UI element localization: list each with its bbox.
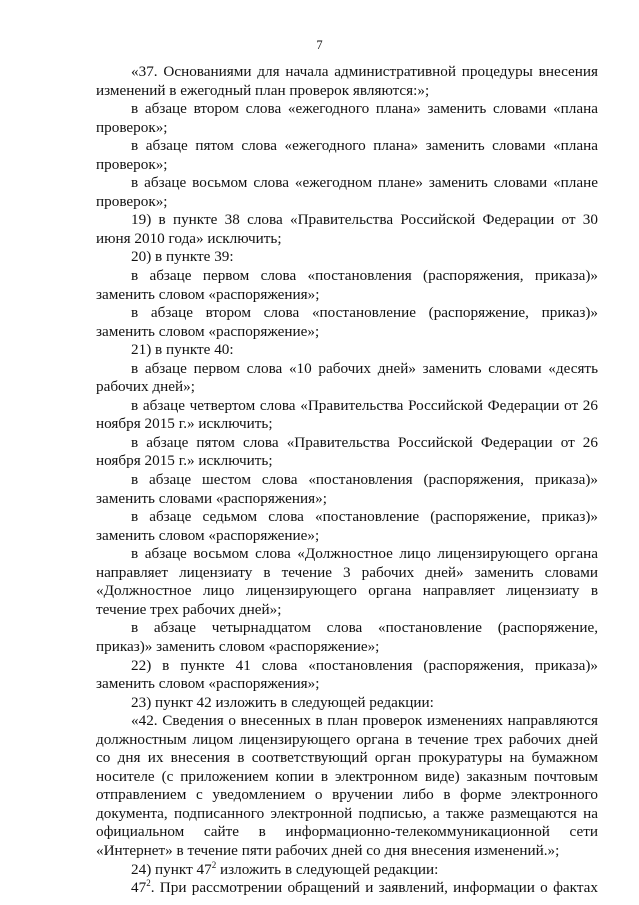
paragraph: 20) в пункте 39:	[131, 248, 234, 266]
paragraph-text: изложить в следующей редакции:	[216, 860, 439, 878]
paragraph: 23) пункт 42 изложить в следующей редакции:	[131, 693, 434, 711]
paragraph: в абзаце первом слова «10 рабочих дней» заменить словами «десять рабочих дней»;	[96, 359, 598, 396]
paragraph: в абзаце пятом слова «Правительства Российской Федерации от 26 ноября 2015 г.» исключить;	[96, 433, 598, 470]
paragraph: в абзаце пятом слова «ежегодного плана» заменить словами «плана проверок»;	[96, 137, 598, 173]
superscript: 2	[211, 859, 217, 870]
paragraph: в абзаце седьмом слова «постановление (распоряжение, приказ)» заменить словом «распоряжение»;	[96, 508, 598, 544]
paragraph	[96, 879, 598, 898]
paragraph: 22) в пункте 41 слова «постановления (распоряжения, приказа)» заменить словом «распоряжения»;	[96, 656, 598, 693]
paragraph: 19) в пункте 38 слова «Правительства Российской Федерации от 30 июня 2010 года» исключить;	[96, 211, 598, 247]
paragraph: в абзаце шестом слова «постановления (распоряжения, приказа)» заменить словами «распоряжения»;	[96, 471, 598, 507]
paragraph-text: 47	[131, 879, 147, 897]
paragraph: в абзаце втором слова «постановление (распоряжение, приказ)» заменить словом «распоряжение»;	[96, 304, 598, 340]
paragraph-text: . При рассмотрении обращений и заявлений, информации о фактах	[150, 879, 598, 897]
page-number: 7	[316, 38, 323, 52]
paragraph: в абзаце четырнадцатом слова «постановление (распоряжение, приказ)» заменить словом «распоряжение»;	[96, 619, 598, 655]
paragraph: «42. Сведения о внесенных в план проверок изменениях направляются должностным лицом лицензирующего органа в течение трех рабочих дней со дня их внесения в соответствующий орган прокуратуры на бумажном носителе (с приложением копии в электронном виде) заказным почтовым отправлением с уведомлением о вручении либо в форме электронного документа, подписанного электронной подписью, а также размещаются на официальном сайте в информационно-телекоммуникационной сети «Интернет» в течение пяти рабочих дней со дня внесения изменений.»;	[96, 712, 598, 859]
paragraph: в абзаце втором слова «ежегодного плана» заменить словами «плана проверок»;	[96, 100, 598, 136]
paragraph-text: 24) пункт 47	[131, 860, 212, 878]
paragraph: в абзаце первом слова «постановления (распоряжения, приказа)» заменить словом «распоряжения»;	[96, 267, 598, 303]
paragraph	[96, 861, 598, 880]
paragraph: в абзаце восьмом слова «Должностное лицо лицензирующего органа направляет лицензиату в течение 3 рабочих дней» заменить словами «Должностное лицо лицензирующего органа направляет лицензиату в течение трех рабочих дней»;	[96, 545, 598, 618]
superscript: 2	[146, 878, 151, 889]
paragraph: в абзаце восьмом слова «ежегодном плане» заменить словами «плане проверок»;	[96, 174, 598, 210]
document-body	[96, 63, 598, 898]
paragraph: в абзаце четвертом слова «Правительства Российской Федерации от 26 ноября 2015 г.» исключить;	[96, 396, 598, 433]
paragraph: 21) в пункте 40:	[131, 341, 234, 359]
paragraph: «37. Основаниями для начала административной процедуры внесения изменений в ежегодный план проверок являются:»;	[96, 63, 598, 99]
